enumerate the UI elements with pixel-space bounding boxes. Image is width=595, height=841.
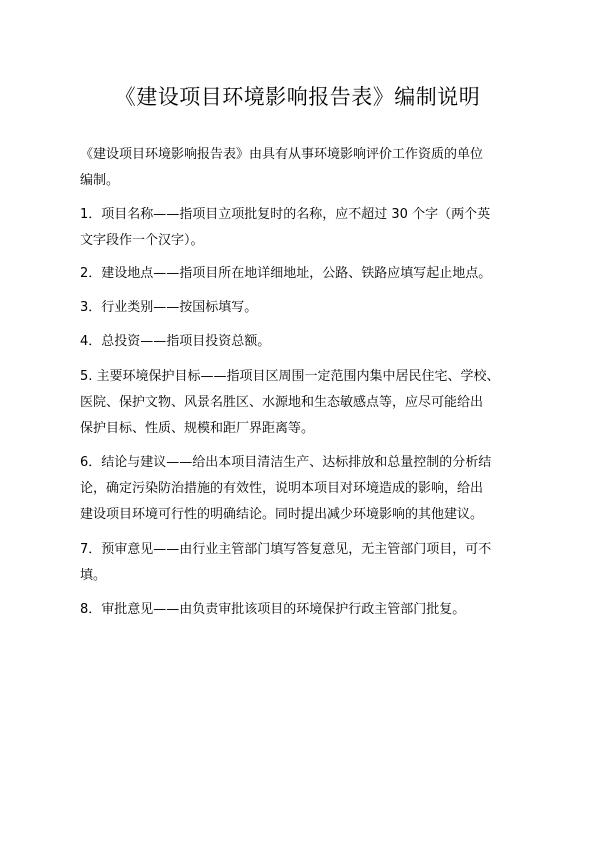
item-line: 建设项目环境可行性的明确结论。同时提出减少环境影响的其他建议。 [80, 507, 484, 522]
item-line: 5. 主要环境保护目标——指项目区周围一定范围内集中居民住宅、学校、 [80, 369, 500, 384]
intro-line: 编制。 [80, 173, 120, 188]
item-line: 1．项目名称——指项目立项批复时的名称，应不超过 30 个字（两个英 [80, 207, 491, 222]
item-line: 填。 [80, 568, 107, 583]
item-line: 4．总投资——指项目投资总额。 [80, 334, 271, 349]
item-line: 论，确定污染防治措施的有效性，说明本项目对环境造成的影响，给出 [80, 481, 484, 496]
item-industry-category [80, 295, 520, 321]
item-line: 医院、保护文物、风景名胜区、水源地和生态敏感点等，应尽可能给出 [80, 395, 484, 410]
item-line: 3．行业类别——按国标填写。 [80, 300, 258, 315]
intro-paragraph [80, 142, 520, 194]
item-line: 8．审批意见——由负责审批该项目的环境保护行政主管部门批复。 [80, 602, 466, 617]
item-line: 6．结论与建议——给出本项目清洁生产、达标排放和总量控制的分析结 [80, 455, 492, 470]
item-pre-review [80, 537, 520, 589]
item-total-investment [80, 329, 520, 355]
item-line: 文字段作一个汉字）。 [80, 233, 204, 248]
item-line: 保护目标、性质、规模和距厂界距离等。 [80, 421, 315, 436]
item-line: 2．建设地点——指项目所在地详细地址，公路、铁路应填写起止地点。 [80, 266, 492, 281]
item-line: 7．预审意见——由行业主管部门填写答复意见，无主管部门项目，可不 [80, 542, 492, 557]
intro-line: 《建设项目环境影响报告表》由具有从事环境影响评价工作资质的单位 [80, 147, 484, 162]
page-title: 《建设项目环境影响报告表》编制说明 [114, 85, 481, 109]
item-approval [80, 597, 520, 623]
item-construction-location [80, 261, 520, 287]
item-conclusions [80, 450, 520, 528]
item-project-name [80, 202, 520, 254]
item-protection-targets [80, 364, 520, 442]
